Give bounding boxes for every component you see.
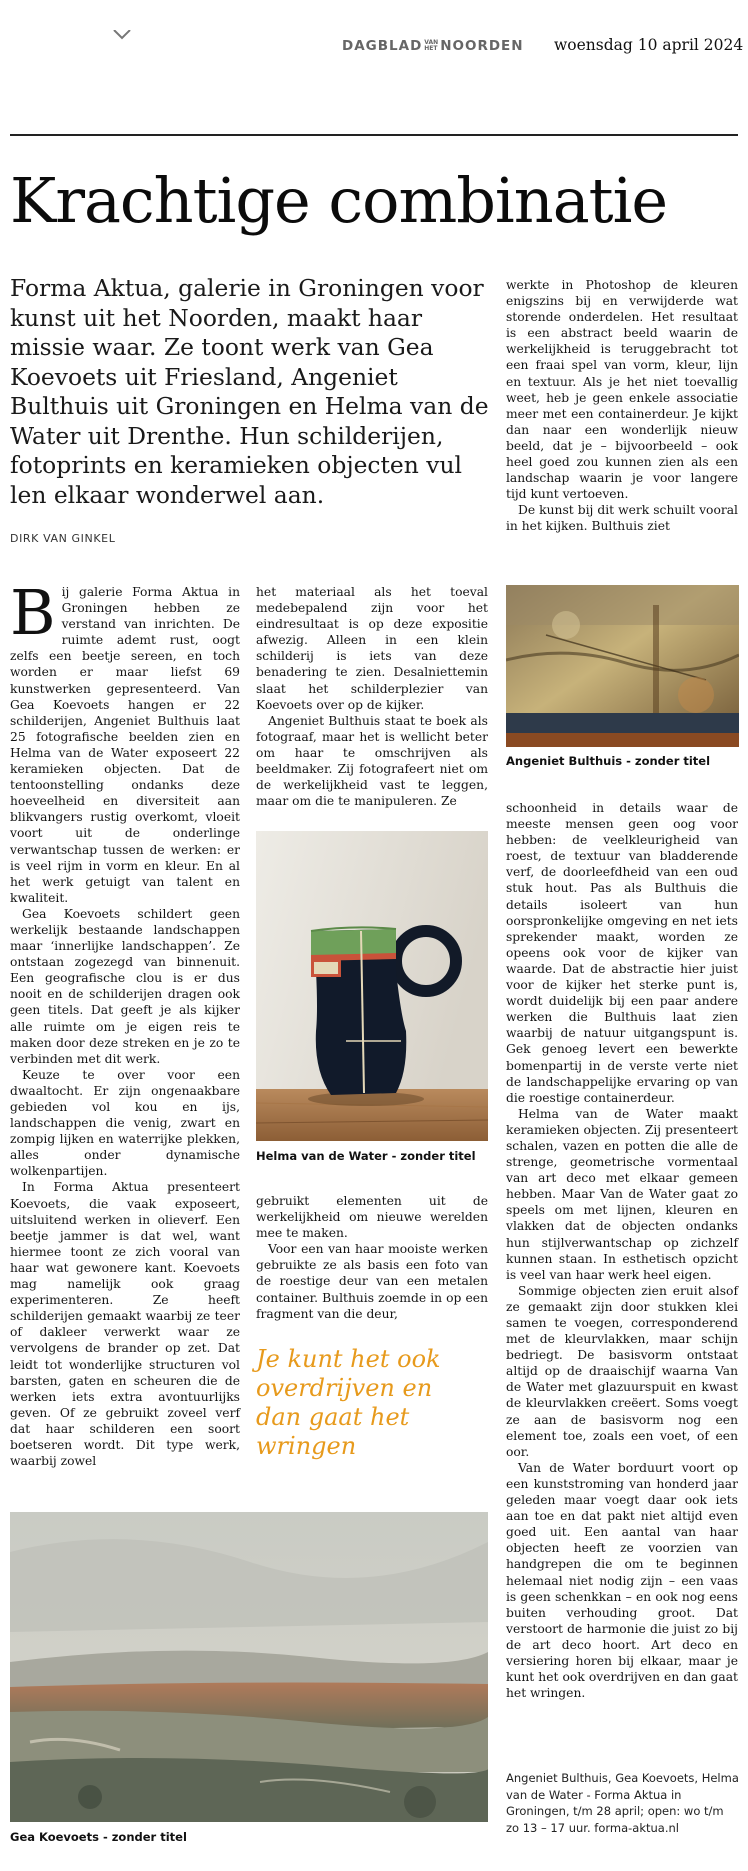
paper-name-right: NOORDEN	[440, 38, 524, 54]
article-column-3-top	[506, 277, 738, 535]
landscape-painting-image	[10, 1512, 488, 1822]
paper-name-small-top: VAN	[424, 39, 439, 46]
masthead	[0, 36, 748, 58]
article-column-2-bottom	[256, 1193, 488, 1322]
headline: Krachtige combinatie	[10, 164, 668, 237]
paragraph: Keuze te over voor een dwaaltocht. Er zijn ongenaakbare gebieden vol kou en ijs, landschappen die venig, zwart en zompig lijken en waterrijke plekken, alles onder dynamische wolkenpartijen.	[10, 1067, 240, 1179]
edition-date: woensdag 10 april 2024	[554, 36, 744, 54]
paragraph: De kunst bij dit werk schuilt vooral in het kijken. Bulthuis ziet	[506, 503, 738, 534]
photo-angeniet-bulthuis	[506, 585, 739, 747]
paragraph: Voor een van haar mooiste werken gebruikte ze als basis een foto van de roestige deur van een metalen container. Bulthuis zoemde in op een fragment van die deur,	[256, 1242, 488, 1321]
article-column-3-bottom	[506, 800, 738, 1701]
paper-name-small	[424, 40, 438, 52]
paragraph: schoonheid in details waar de meeste mensen geen oog voor hebben: de veelkleurigheid van roest, de textuur van bladderende verf, de doorleefdheid van een oud stuk hout. Pas als Bulthuis die details isoleert van hun oorspronkelijke omgeving en net iets sprekender maakt, worden ze opeens ook voor de kijker van waarde. Dat de abstractie hier juist voor de kijker het sterke punt is, wordt duidelijk bij een paar andere werken die Bulthuis laat zien waarbij de natuur uitgangspunt is. Gek genoeg levert een bewerkte bomenpartij in de verste verte niet de landschappelijke ervaring op van die roestige containerdeur.	[506, 801, 738, 1105]
header-rule	[10, 134, 738, 136]
paragraph-text: ij galerie Forma Aktua in Groningen hebben ze verstand van inrichten. De ruimte ademt rust, oogt zelfs een beetje sereen, en toch worden er maar liefst 69 kunstwerken gepresenteerd. Van Gea Koevoets hangen er 22 schilderijen, Angeniet Bulthuis laat 25 fotografische beelden zien en Helma van de Water exposeert 22 keramieken objecten. Dat de tentoonstelling ondanks deze hoeveelheid en diversiteit aan blikvangers rustig overkomt, vloeit voort uit de onderlinge verwantschap tussen de werken: er is veel rijm in vorm en kleur. En al het werk getuigt van talent en kwaliteit.	[10, 585, 240, 905]
caption-water: Helma van de Water - zonder titel	[256, 1149, 476, 1163]
paragraph: Helma van de Water maakt keramieken objecten. Zij presenteert schalen, vazen en potten die alle de strenge, geometrische vormentaal van art deco met elkaar gemeen hebben. Maar Van de Water gaat zo speels om met lijnen, kleuren en vlakken dat de objecten ondanks hun stijlverwantschap op zichzelf kunnen staan. In esthetisch opzicht is veel van haar werk heel eigen.	[506, 1106, 738, 1282]
paragraph: het materiaal als het toeval medebepalend zijn voor het eindresultaat is op deze expositie afwezig. Alleen in een klein schilderij is iets van deze benadering te zien. Desalniettemin slaat het schilderplezier van Koevoets over op de kijker.	[256, 585, 488, 712]
dropcap: B	[10, 576, 56, 649]
photo-gea-koevoets	[10, 1512, 488, 1822]
lead-paragraph: Forma Aktua, galerie in Groningen voor kunst uit het Noorden, maakt haar missie waar. Ze toont werk van Gea Koevoets uit Friesland, Angeniet Bulthuis uit Groningen en Helma van de Water uit Drenthe. Hun schilderijen, fotoprints en keramieken objecten vul len elkaar wonderwel aan.	[10, 274, 489, 509]
paragraph-intro	[10, 576, 240, 906]
caption-koevoets: Gea Koevoets - zonder titel	[10, 1830, 187, 1844]
article-column-1	[10, 576, 240, 1469]
photo-helma-van-de-water	[256, 831, 488, 1141]
paragraph: Van de Water borduurt voort op een kunststroming van honderd jaar geleden maar voegt daar ook iets aan toe en dat pakt niet altijd even goed uit. Een aantal van haar objecten heeft ze voorzien van handgrepen die om te beginnen helemaal niet nodig zijn – een vaas is geen schenkkan – en ook nog eens buiten verhouding groot. Dat verstoort de harmonie die juist zo bij de art deco hoort. Art deco en versiering horen bij elkaar, maar je kunt het ook overdrijven en dan gaat het wringen.	[506, 1460, 738, 1701]
vase-image	[256, 831, 488, 1141]
byline: DIRK VAN GINKEL	[10, 532, 116, 545]
paper-name-small-bottom: HET	[424, 45, 438, 52]
diamond-marker-icon	[112, 30, 132, 44]
paper-name-left: DAGBLAD	[342, 38, 423, 54]
pull-quote: Je kunt het ook overdrijven en dan gaat het wringen	[256, 1345, 441, 1460]
paragraph: werkte in Photoshop de kleuren enigszins bij en verwijderde wat storende onderdelen. Het resultaat is een abstract beeld waarin de werkelijkheid is teruggebracht tot een fraai spel van vorm, kleur, lijn en textuur. Als je het niet toevallig weet, heb je geen enkele associatie meer met een containerdeur. Je kijkt dan naar een wonderlijk nieuw beeld, dat je – bijvoorbeeld – ook heel goed zou kunnen zien als een landschap waarin je voor langere tijd kunt vertoeven.	[506, 278, 738, 502]
rust-image	[506, 585, 739, 747]
caption-bulthuis: Angeniet Bulthuis - zonder titel	[506, 754, 711, 768]
article-column-2-top	[256, 584, 488, 809]
paragraph: Gea Koevoets schildert geen werkelijk bestaande landschappen maar ‘innerlijke landschappen’. Ze ontstaan zogezegd van binnenuit. Een geografische clou is er dus nooit en de schilderijen dragen ook geen titels. Dat geeft je als kijker alle ruimte om je eigen reis te maken door deze streken en je zo te verbinden met dit werk.	[10, 906, 240, 1066]
newspaper-name	[342, 38, 524, 54]
paragraph: Sommige objecten zien eruit alsof ze gemaakt zijn door stukken klei samen te voegen, corresponderend met de kleurvlakken, maar schijn bedriegt. De basisvorm ontstaat altijd op de draaischijf waarna Van de Water met glazuurspuit en kwast de kleurvlakken creëert. Soms voegt ze aan de basisvorm nog een element toe, zoals een voet, of een oor.	[506, 1283, 738, 1459]
paragraph: In Forma Aktua presenteert Koevoets, die vaak exposeert, uitsluitend werken in olieverf. Een beetje jammer is dat wel, want hiermee toont ze zich vooral van haar wat gewonere kant. Koevoets mag namelijk ook graag experimenteren. Ze heeft schilderijen gemaakt waarbij ze teer of dakleer verwerkt waar ze vervolgens de brander op zet. Dat leidt tot wonderlijke structuren vol barsten, gaten en scheuren die de werken iets extra avontuurlijks geven. Of ze gebruikt zoveel verf dat haar schilderen een soort boetseren wordt. Dit type werk, waarbij zowel	[10, 1180, 240, 1469]
paragraph: Angeniet Bulthuis staat te boek als fotograaf, maar het is wellicht beter om haar te omschrijven als beeldmaker. Zij fotografeert niet om de werkelijkheid vast te leggen, maar om die te manipuleren. Ze	[256, 713, 488, 809]
paragraph: gebruikt elementen uit de werkelijkheid om nieuwe werelden mee te maken.	[256, 1194, 488, 1241]
exhibition-info: Angeniet Bulthuis, Gea Koevoets, Helma van de Water - Forma Aktua in Groningen, t/m 28 april; open: wo t/m zo 13 – 17 uur. forma-aktua.nl	[506, 1771, 739, 1835]
